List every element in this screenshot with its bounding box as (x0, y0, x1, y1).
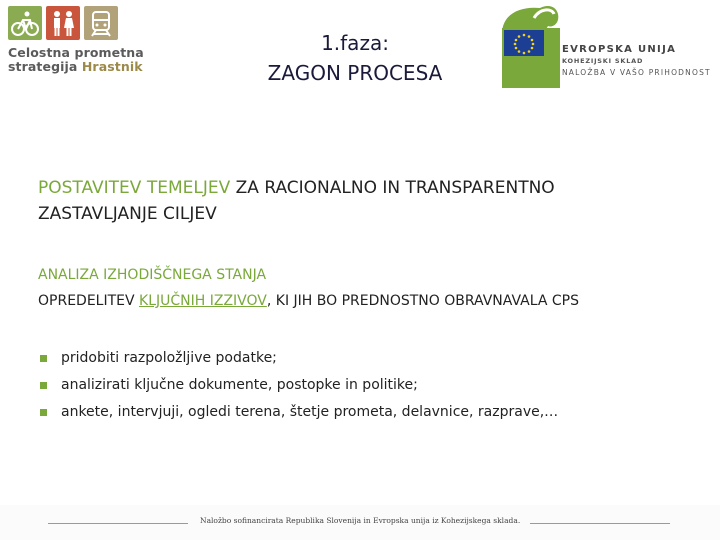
footer-divider-left (48, 523, 188, 524)
bullet-square-icon (40, 409, 47, 416)
logo-line1: Celostna prometna (8, 45, 144, 60)
main-heading (38, 175, 698, 227)
sub-line2-a: OPREDELITEV (38, 293, 140, 309)
heading-line2: ZASTAVLJANJE CILJEV (38, 204, 217, 224)
bullet-list (38, 345, 708, 426)
logo-text (8, 46, 158, 74)
subheading-block (38, 262, 708, 314)
list-item (38, 372, 708, 399)
key-challenges-link: KLJUČNIH IZZIVOV (139, 293, 267, 309)
pedestrians-icon (46, 6, 80, 40)
list-item (38, 345, 708, 372)
footer-divider-right (530, 523, 670, 524)
bullet-text: analizirati ključne dokumente, postopke in politike; (61, 377, 418, 393)
train-icon (84, 6, 118, 40)
cps-logo (8, 6, 158, 86)
subheading-analysis: ANALIZA IZHODIŠČNEGA STANJA (38, 267, 267, 283)
slide-title (250, 28, 460, 88)
footer-text: Naložbo sofinancirata Republika Slovenija in Evropska unija iz Kohezijskega sklada. (200, 516, 521, 525)
eu-text (562, 44, 711, 77)
logo-icons (8, 6, 158, 40)
bullet-text: pridobiti razpoložljive podatke; (61, 350, 277, 366)
bullet-square-icon (40, 382, 47, 389)
title-line1: 1.faza: (321, 31, 389, 55)
eu-line3: NALOŽBA V VAŠO PRIHODNOST (562, 68, 711, 77)
bicycle-icon (8, 6, 42, 40)
logo-line2-a: strategija (8, 59, 82, 74)
logo-line2-b: Hrastnik (81, 59, 143, 74)
bullet-square-icon (40, 355, 47, 362)
list-item (38, 399, 708, 426)
subheading-challenges (38, 288, 708, 314)
heading-line1 (38, 175, 698, 201)
sub-line2-c: , KI JIH BO PREDNOSTNO OBRAVNAVALA CPS (266, 293, 579, 309)
title-line2: ZAGON PROCESA (267, 61, 443, 85)
eu-line1: EVROPSKA UNIJA (562, 44, 677, 55)
heading-highlight: POSTAVITEV TEMELJEV (38, 178, 231, 198)
eu-cohesion-logo (500, 4, 715, 88)
eu-line2: KOHEZIJSKI SKLAD (562, 57, 644, 65)
footer (0, 505, 720, 540)
bullet-text: ankete, intervjuji, ogledi terena, štetje prometa, delavnice, razprave,… (61, 404, 559, 420)
logo-line2 (8, 60, 158, 74)
heading-rest: ZA RACIONALNO IN TRANSPARENTNO (230, 178, 555, 198)
